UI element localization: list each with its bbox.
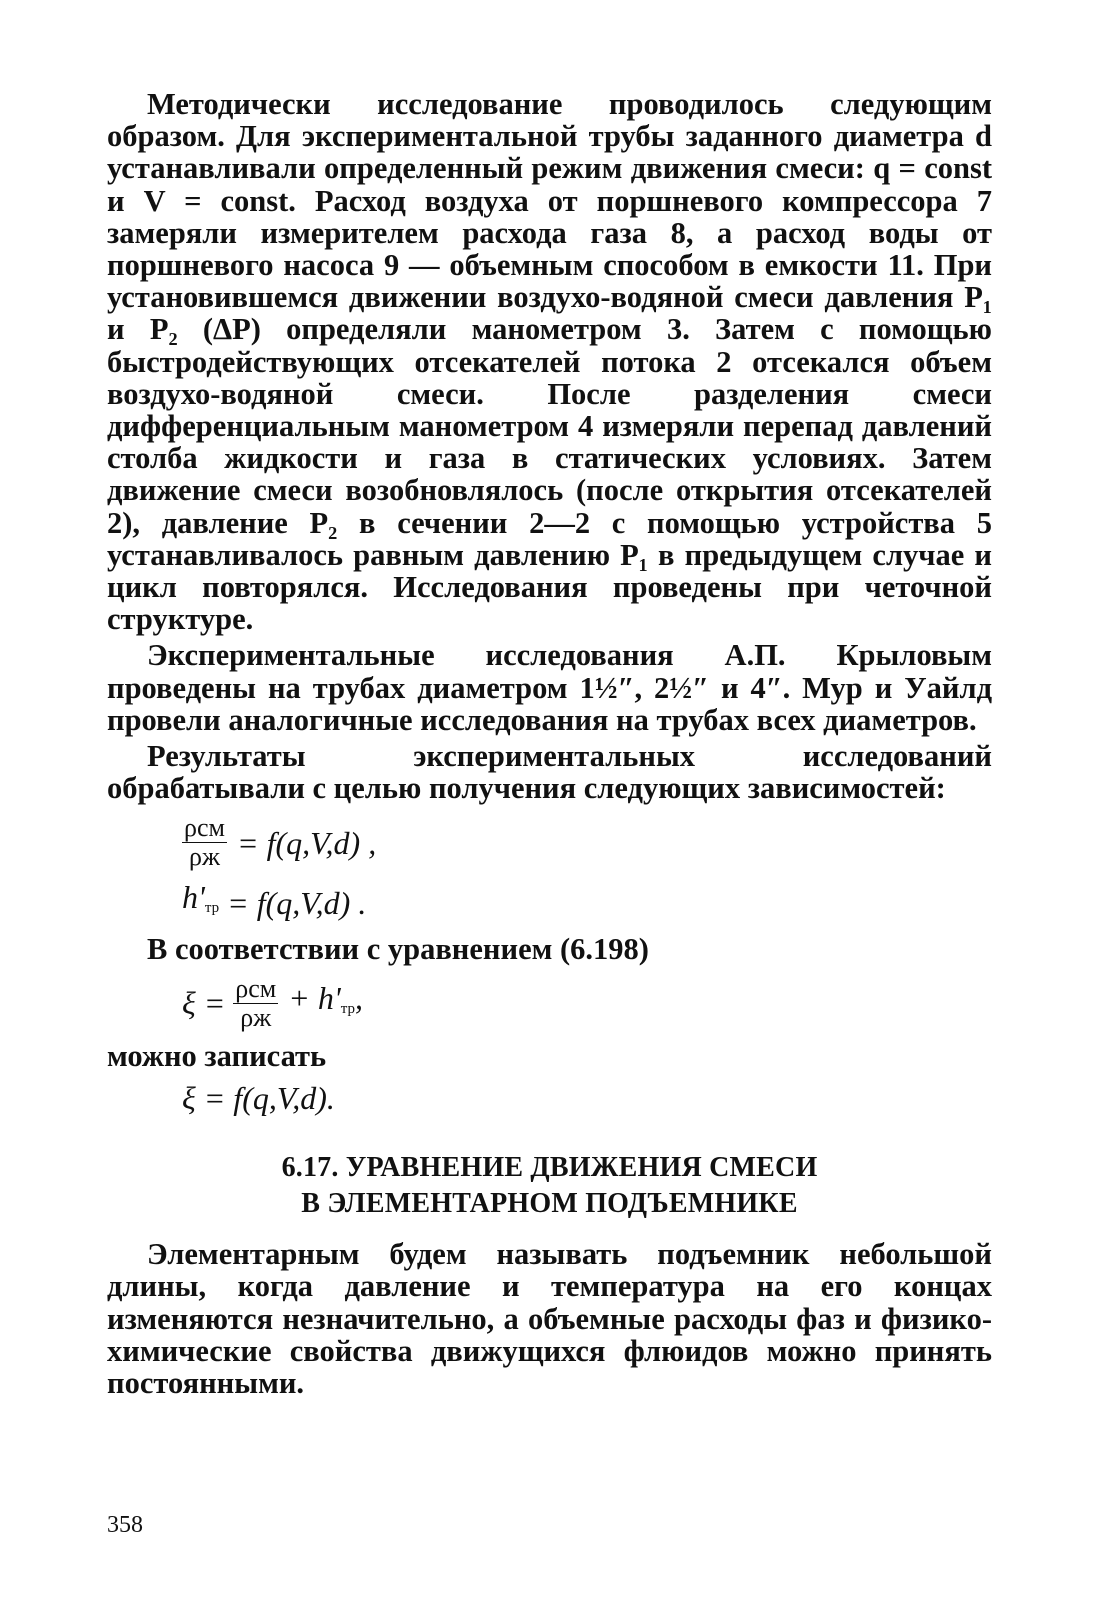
heading-line-2: В ЭЛЕМЕНТАРНОМ ПОДЪЕМНИКЕ: [301, 1188, 798, 1220]
formula-plus-term: + $h'_{тр}$,: [288, 979, 363, 1017]
paragraph-methodology: Методически исследование проводилось следующим образом. Для экспериментальной трубы заданного диаметра d устанавливали определенный режим движения смеси: q = const и V = const. Расход воздуха от поршневого компрессора 7 замеряли измерителем расхода газа 8, а расход воды от поршневого насоса 9 — объемным способом в емкости 11. При установившемся движении воздухо-водяной смеси давления P₁ и P₂ (ΔP) определяли манометром 3. Затем с помощью быстродействующих отсекателей потока 2 отсекался объем воздухо-водяной смеси. После разделения смеси дифференциальным манометром 4 измеряли перепад давлений столба жидкости и газа в статических условиях. Затем движение смеси возобновлялось (после открытия отсекателей 2), давление P₂ в сечении 2—2 с помощью устройства 5 устанавливалось равным давлению P₁ в предыдущем случае и цикл повторялся. Исследования проведены при четочной структуре.: [107, 87, 992, 637]
formula-lhs: ξ =: [182, 985, 226, 1022]
heading-line-1: 6.17. УРАВНЕНИЕ ДВИЖЕНИЯ СМЕСИ: [281, 1152, 818, 1184]
subscript: тр: [204, 900, 220, 917]
fraction-numerator: ρсм: [184, 813, 225, 843]
formula-rhs: = f(q,V,d) .: [227, 884, 367, 921]
formula-rhs: = f(q,V,d) ,: [236, 824, 377, 861]
paragraph-results: Результаты экспериментальных исследований обрабатывали с целью получения следующих зависимостей:: [107, 739, 992, 806]
paragraph-krylov: Экспериментальные исследования А.П. Крыловым проведены на трубах диаметром 1½″, 2½″ и 4″. Мур и Уайлд провели аналогичные исследования на трубах всех диаметров.: [107, 638, 992, 737]
formula-text: ξ = f(q,V,d).: [182, 1080, 335, 1117]
formula-density-ratio: [182, 814, 992, 871]
section-heading: [107, 1150, 992, 1222]
fraction-denominator: ρж: [240, 1002, 272, 1032]
fraction-numerator: ρсм: [235, 973, 277, 1003]
density-fraction: [233, 975, 278, 1032]
paragraph-elementary-lift: Элементарным будем называть подъемник небольшой длины, когда давление и температура на его концах изменяются незначительно, а объемные расходы фаз и физико-химические свойства движущихся флюидов можно принять постоянными.: [107, 1237, 992, 1401]
subscript: тр: [340, 1000, 355, 1017]
paragraph-equation-ref: В соответствии с уравнением (6.198): [147, 931, 649, 966]
formula-xi-sum: [182, 975, 992, 1032]
formula-xi-function: [182, 1080, 992, 1117]
page-number: 358: [107, 1512, 143, 1538]
paragraph-write: можно записать: [107, 1038, 327, 1073]
density-fraction: [182, 814, 227, 871]
formula-lhs: $h'_{тр}$: [182, 879, 220, 917]
page-body: [107, 88, 992, 1403]
fraction-denominator: ρж: [189, 842, 220, 872]
formula-friction: [182, 881, 992, 924]
